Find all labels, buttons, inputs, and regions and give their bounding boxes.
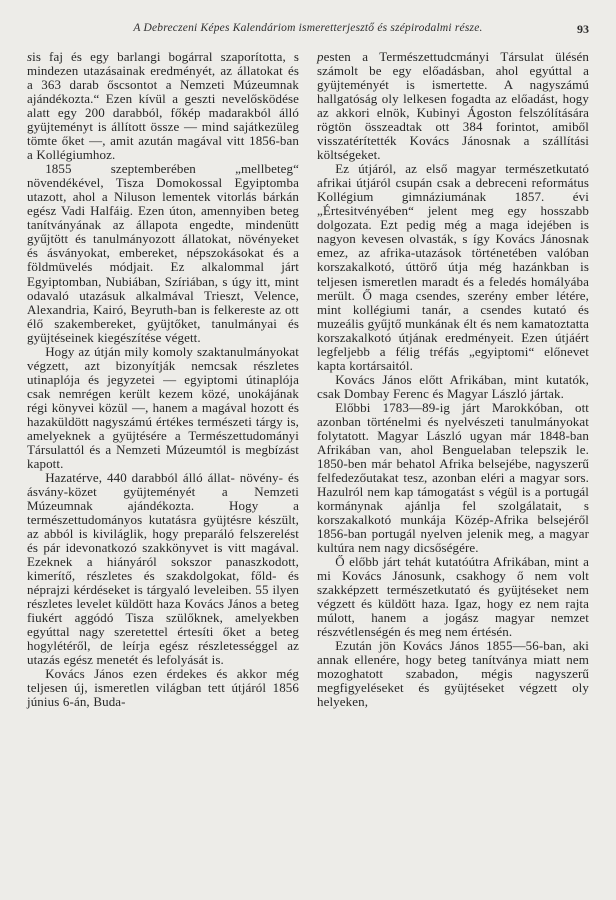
paragraph: pesten a Természettudcmányi Társulat ülésén számolt be egy előadásban, ahol egyúttal a gyüjteményét is ismertette. A nagyszámú hallgatóság oly lelkesen fogadta az előadást, hogy az akkori elnök, Kubinyi Ágoston felszólítására rögtön összeadtak ott 384 forintot, amiből visszatérítették Kovács Jánosnak a szállítási költségeket. (317, 49, 589, 163)
paragraph: 1855 szeptemberében „mellbeteg“ növendékével, Tisza Domokossal Egyiptomba utazott, ahol a Niluson lementek vitorlás bárkán egész Vadi Halfáig. Ezen úton, amennyiben beteg tanítványának az állapota engedte, mindenütt gyűjtött és tanulmányozott állatokat, növényeket és ásványokat, embereket, népszokásokat és a földmüvelés módjait. Ez alkalommal járt Egyiptomban, Nubiában, Szíriában, s úgy itt, mint odavaló utazásuk alkalmával Trieszt, Velence, Alexandria, Kairó, Beyruth-ban is felkereste az ott élő szakembereket, gyüjtőket, tanulmányai és gyüjtéseinek kiegészítése végett. (27, 161, 299, 345)
paragraph: Ő előbb járt tehát kutatóútra Afrikában, mint a mi Kovács Jánosunk, csakhogy ő nem volt szakképzett természetkutató és gyüjtéseket nem végzett és küldött haza. Igaz, hogy ez nem rajta múlott, hanem a jogász magyar nemzet részvétlenségén és meg nem értésén. (317, 554, 589, 640)
paragraph: Hogy az útján mily komoly szaktanulmányokat végzett, azt bizonyítják nemcsak részletes utinaplója és jegyzetei — egyiptomi útinaplója csak nemrégen került kezem közé, unokájának régi könyvei közül —, hanem a magával hozott és hazaküldött nagyszámú értékes természeti tárgy is, amelyeknek a gyüjtésére a Természettudományi Társulattól és a Nemzeti Múzeumtól is megbízást kapott. (27, 343, 299, 471)
right-column (317, 50, 589, 709)
paragraph: Kovács János ezen érdekes és akkor még teljesen új, ismeretlen világban tett útjáról 1856 június 6-án, Buda- (27, 666, 299, 710)
running-head (27, 22, 589, 40)
text-columns (27, 50, 589, 709)
paragraph: Ez útjáról, az első magyar természetkutató afrikai útjáról csupán csak a debreceni református Kollégium gimnáziumának 1857. évi „Értesitvényében“ jelent meg egy hosszabb dolgozata. Ezt pedig még a maga idejében is nagyon kevesen olvasták, s így Kovács Jánosnak emez, az afrika-utazások történetében valóban korszakalkotó, úttörő útja még hazánkban is teljesen ismeretlen maradt és a feledés homályába merült. Ő maga csendes, szerény ember létére, mint kollégiumi tanár, a csendes kutató és muzeális gyűjtő munkának élt és nem kamatoztatta korszakalkotó útjának eredményeit. Ezen útjáért legfeljebb a félig tréfás „egyiptomi“ előnevet kapta kortársaitól. (317, 161, 589, 373)
paragraph: Kovács János előtt Afrikában, mint kutatók, csak Dombay Ferenc és Magyar László jártak. (317, 371, 589, 401)
paragraph: Előbbi 1783—89-ig járt Marokkóban, ott azonban történelmi és nyelvészeti tanulmányokat folytatott. Magyar László ugyan már 1848-ban Afrikában van, ahol Benguelaban telepszik le. 1850-ben már behatol Afrika belsejébe, nagyszerű felfedezőutakat tesz, azonban eléri a magyar sors. Hazulról nem kap támogatást s végül is a portugál kormánynak ajánlja fel szolgálatait, s korszakalkotó munkája Közép-Afrika belsejéről 1856-ban portugál nyelven jelenik meg, a magyar kultúra nem nagy dicsőségére. (317, 399, 589, 556)
running-head-title: A Debreczeni Képes Kalendáriom ismeretterjesztő és szépirodalmi része. (133, 22, 483, 34)
paragraph: sis faj és egy barlangi bogárral szaporította, s mindezen utazásainak eredményét, az állatokat és a 363 darab őscsontot a Nemzeti Múzeumnak ajándékozta.“ Ezen kívül a geszti nevelősködése alatt egy 200 darabból, főkép madarakból álló gyüjteményt is állított össze — mind sajátkezüleg tömte őket —, amit azután magával vitt 1856-ban a Kollégiumhoz. (27, 49, 299, 163)
left-column (27, 50, 299, 709)
page-number: 93 (577, 22, 589, 36)
paragraph: Ezután jön Kovács János 1855—56-ban, aki annak ellenére, hogy beteg tanítványa miatt nem mozoghatott szabadon, mégis nagyszerű megfigyeléseket és gyüjtéseket végzett oly helyeken, (317, 638, 589, 710)
paragraph: Hazatérve, 440 darabból álló állat- növény- és ásvány-közet gyüjteményét a Nemzeti Múzeumnak ajándékozta. Hogy a természettudományos kutatásra gyüjtésre készült, az abból is kiviláglik, hogy preparáló felszerelést és pár idevonatkozó szakkönyvet is vitt magával. Ezeknek a hiányáról sokszor panaszkodott, kimerítő, részletes és szakdolgokat, főld- és néprajzi kérdéseket is tárgyaló leveleiben. 55 ilyen részletes levelet küldött haza Kovács János a beteg fiukért aggódó Tisza szülőknek, amelyekben egyúttal nagy szeretettel értesíti őket a beteg hogylétéről, de leírja egész részletességgel az utazás egész menetét és lefolyását is. (27, 469, 299, 668)
